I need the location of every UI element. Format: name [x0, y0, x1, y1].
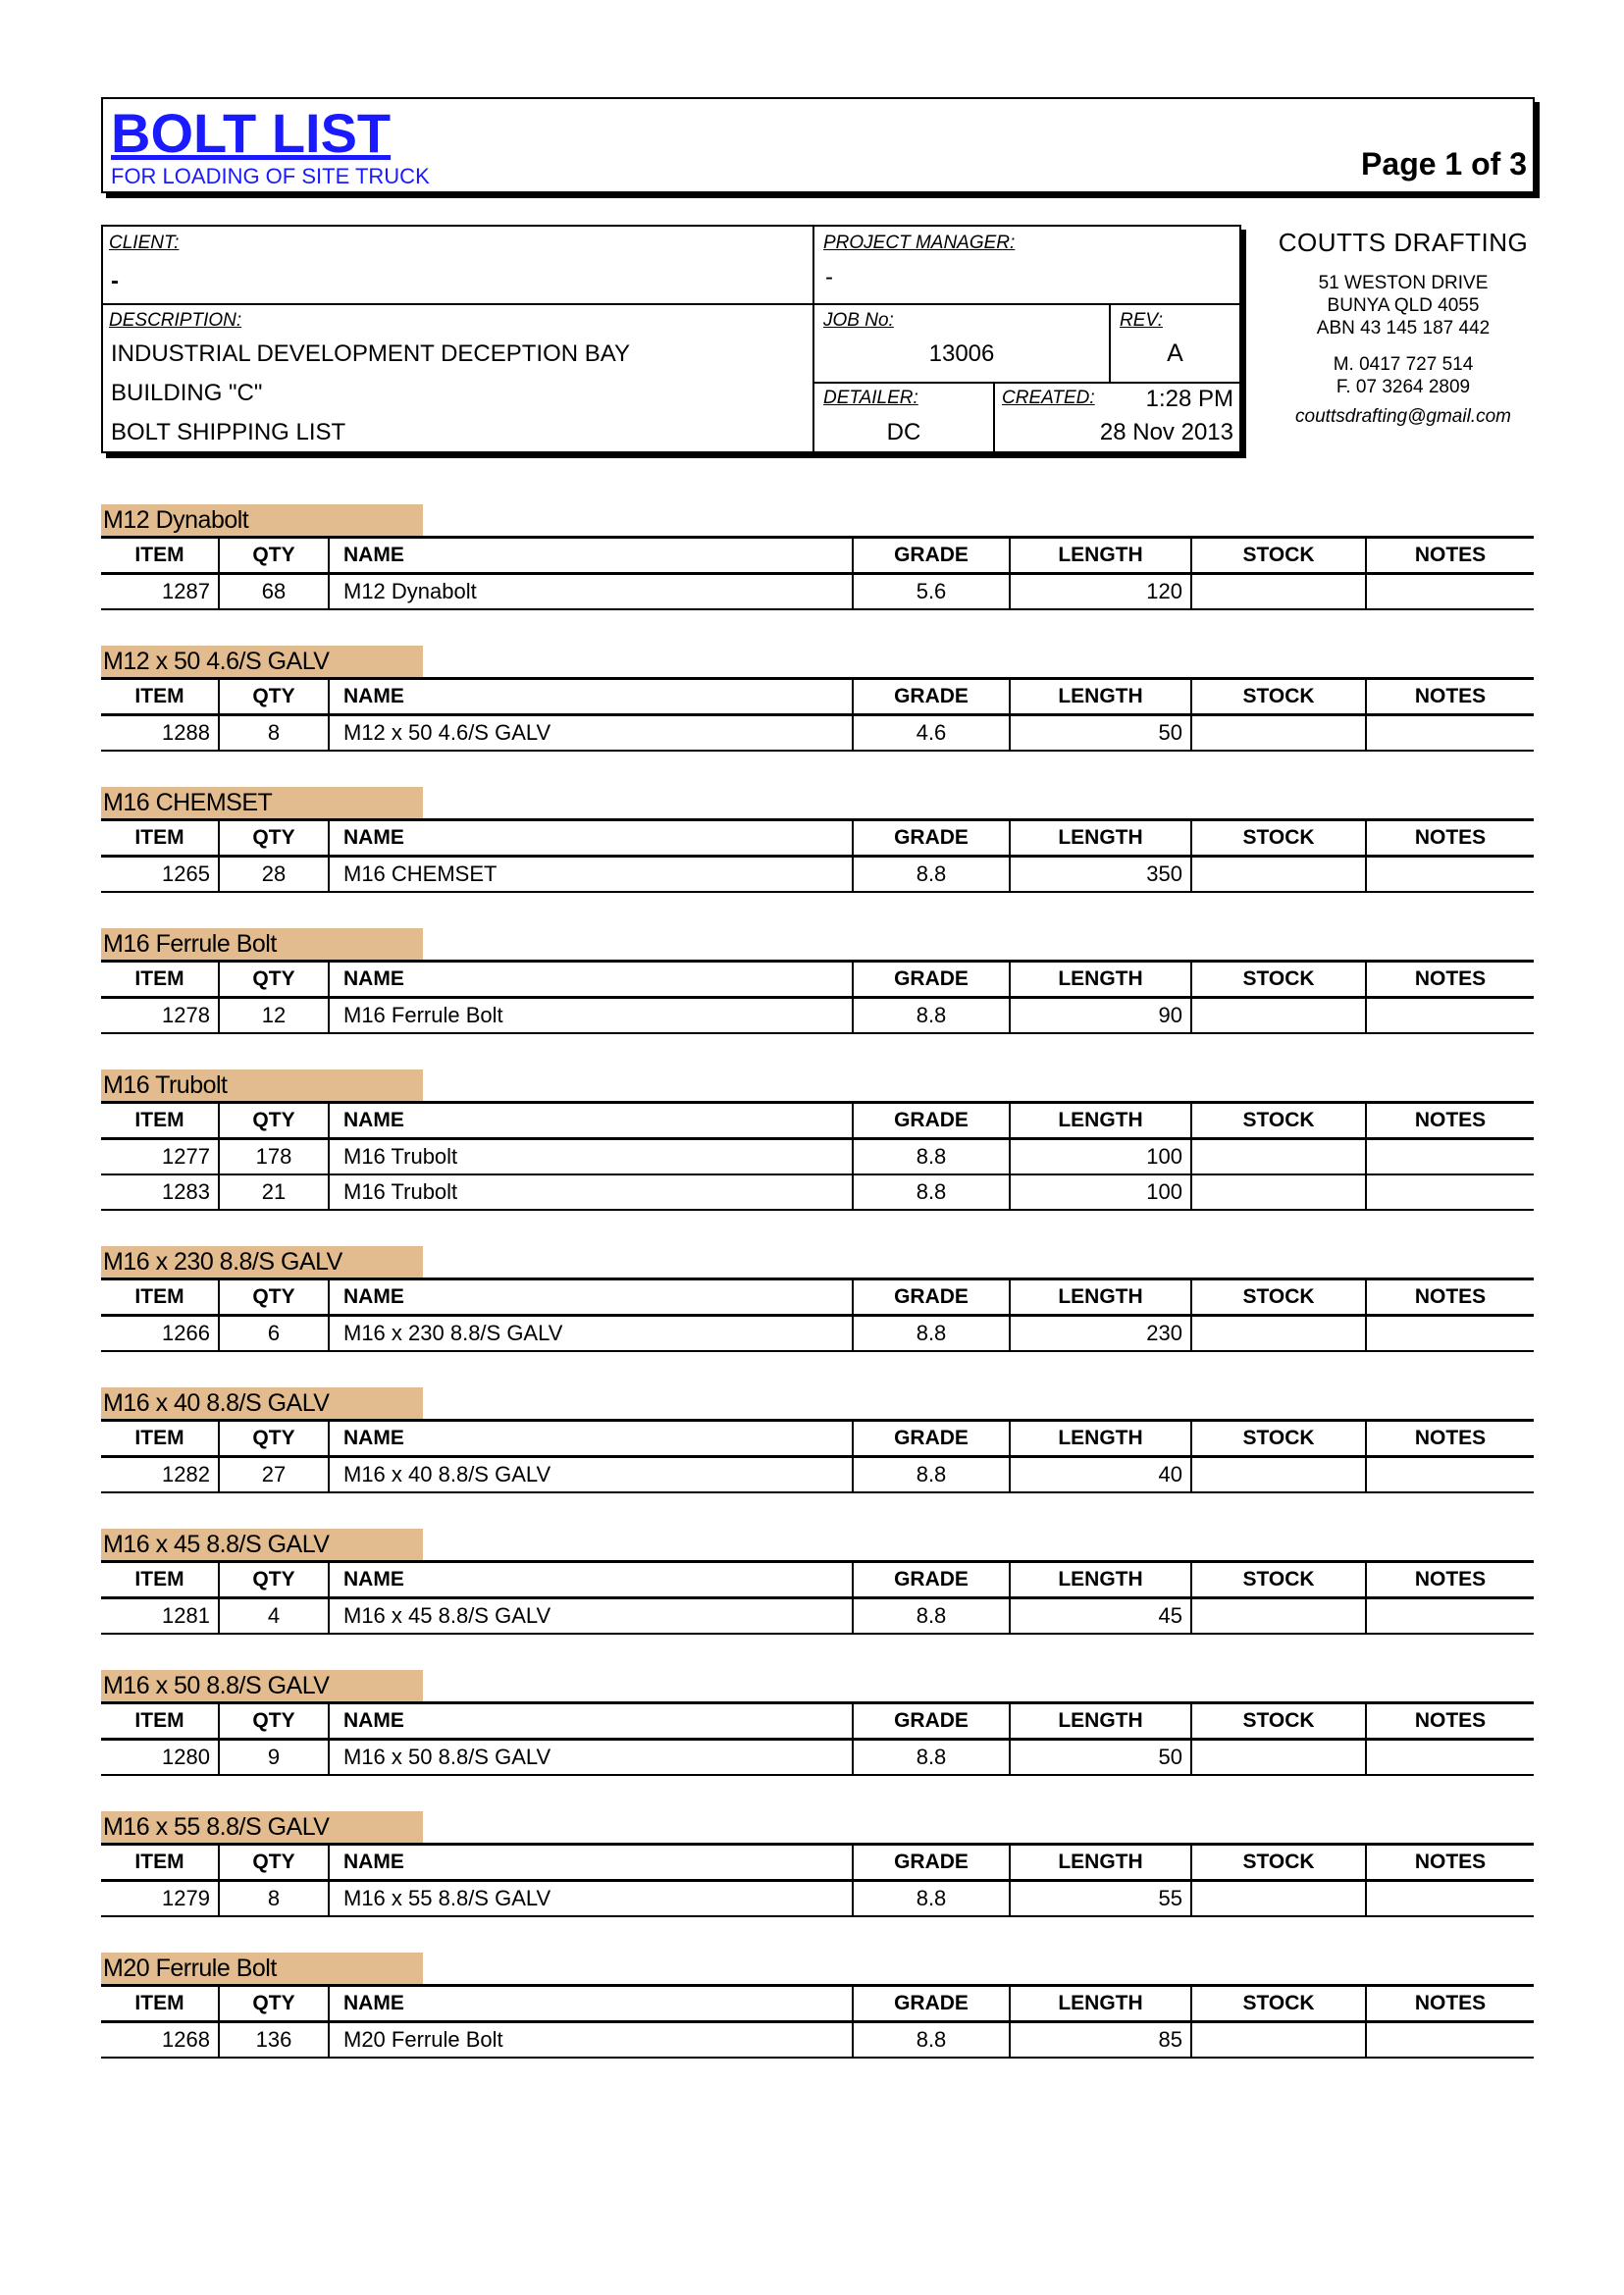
column-header-grade: GRADE: [853, 820, 1010, 857]
column-header-grade: GRADE: [853, 679, 1010, 715]
column-header-item: ITEM: [101, 1103, 219, 1139]
cell-stock: [1191, 1740, 1366, 1776]
cell-grade: 8.8: [853, 2022, 1010, 2059]
table-row: [101, 2022, 1534, 2059]
table-header-row: [101, 1703, 1534, 1740]
description-label: DESCRIPTION:: [109, 310, 242, 331]
table-row: [101, 574, 1534, 610]
document-title: BOLT LIST: [111, 102, 392, 164]
revision-value: A: [1167, 339, 1183, 367]
cell-qty: 27: [219, 1457, 329, 1493]
cell-length: 55: [1010, 1881, 1191, 1917]
column-header-grade: GRADE: [853, 1703, 1010, 1740]
column-header-qty: QTY: [219, 1703, 329, 1740]
detailer-value: DC: [886, 419, 921, 445]
column-header-name: NAME: [329, 538, 853, 574]
column-header-name: NAME: [329, 1279, 853, 1316]
description-line-2: BUILDING "C": [111, 380, 263, 406]
cell-grade: 8.8: [853, 1316, 1010, 1352]
cell-notes: [1366, 857, 1534, 893]
section-title: M12 Dynabolt: [101, 504, 423, 536]
bolt-section: [101, 928, 1534, 1034]
column-header-notes: NOTES: [1366, 1279, 1534, 1316]
cell-name: M20 Ferrule Bolt: [329, 2022, 853, 2059]
bolt-table: [101, 1419, 1534, 1493]
cell-length: 50: [1010, 1740, 1191, 1776]
column-header-qty: QTY: [219, 820, 329, 857]
cell-length: 90: [1010, 998, 1191, 1034]
column-header-grade: GRADE: [853, 1845, 1010, 1881]
cell-item: 1265: [101, 857, 219, 893]
bolt-section: [101, 1529, 1534, 1635]
cell-stock: [1191, 574, 1366, 610]
cell-length: 100: [1010, 1174, 1191, 1210]
cell-stock: [1191, 857, 1366, 893]
column-header-length: LENGTH: [1010, 1986, 1191, 2022]
cell-stock: [1191, 1174, 1366, 1210]
column-header-length: LENGTH: [1010, 1845, 1191, 1881]
table-header-row: [101, 1279, 1534, 1316]
table-row: [101, 998, 1534, 1034]
cell-name: M16 Trubolt: [329, 1139, 853, 1175]
cell-length: 350: [1010, 857, 1191, 893]
divider: [812, 382, 1239, 384]
cell-stock: [1191, 2022, 1366, 2059]
cell-name: M16 x 50 8.8/S GALV: [329, 1740, 853, 1776]
cell-name: M16 CHEMSET: [329, 857, 853, 893]
cell-stock: [1191, 998, 1366, 1034]
cell-notes: [1366, 1316, 1534, 1352]
cell-item: 1283: [101, 1174, 219, 1210]
column-header-qty: QTY: [219, 1279, 329, 1316]
bolt-section: [101, 1069, 1534, 1211]
bolt-table: [101, 1843, 1534, 1917]
column-header-length: LENGTH: [1010, 820, 1191, 857]
column-header-notes: NOTES: [1366, 820, 1534, 857]
cell-name: M16 x 230 8.8/S GALV: [329, 1316, 853, 1352]
column-header-stock: STOCK: [1191, 1703, 1366, 1740]
project-manager-label: PROJECT MANAGER:: [823, 233, 1016, 253]
cell-qty: 9: [219, 1740, 329, 1776]
section-title: M20 Ferrule Bolt: [101, 1953, 423, 1984]
column-header-item: ITEM: [101, 1421, 219, 1457]
cell-name: M16 Trubolt: [329, 1174, 853, 1210]
created-label: CREATED:: [1002, 388, 1095, 408]
table-row: [101, 857, 1534, 893]
column-header-stock: STOCK: [1191, 962, 1366, 998]
company-name: COUTTS DRAFTING: [1278, 228, 1529, 257]
table-row: [101, 1316, 1534, 1352]
created-time: 1:28 PM: [1145, 386, 1233, 412]
cell-qty: 4: [219, 1598, 329, 1635]
cell-item: 1278: [101, 998, 219, 1034]
column-header-grade: GRADE: [853, 1103, 1010, 1139]
company-address-1: 51 WESTON DRIVE: [1318, 273, 1489, 293]
bolt-section: [101, 1246, 1534, 1352]
column-header-stock: STOCK: [1191, 1103, 1366, 1139]
cell-item: 1281: [101, 1598, 219, 1635]
divider: [812, 227, 814, 451]
column-header-notes: NOTES: [1366, 1703, 1534, 1740]
column-header-length: LENGTH: [1010, 1279, 1191, 1316]
cell-notes: [1366, 715, 1534, 752]
column-header-qty: QTY: [219, 1845, 329, 1881]
bolt-table: [101, 960, 1534, 1034]
table-row: [101, 1740, 1534, 1776]
revision-label: REV:: [1120, 310, 1164, 331]
cell-qty: 12: [219, 998, 329, 1034]
column-header-notes: NOTES: [1366, 538, 1534, 574]
column-header-stock: STOCK: [1191, 1986, 1366, 2022]
cell-notes: [1366, 2022, 1534, 2059]
bolt-table: [101, 1984, 1534, 2059]
column-header-name: NAME: [329, 1986, 853, 2022]
cell-item: 1277: [101, 1139, 219, 1175]
company-address-2: BUNYA QLD 4055: [1327, 295, 1480, 316]
table-row: [101, 1139, 1534, 1175]
column-header-name: NAME: [329, 1703, 853, 1740]
column-header-qty: QTY: [219, 679, 329, 715]
column-header-item: ITEM: [101, 1986, 219, 2022]
table-row: [101, 715, 1534, 752]
column-header-item: ITEM: [101, 1279, 219, 1316]
cell-notes: [1366, 1740, 1534, 1776]
column-header-notes: NOTES: [1366, 1421, 1534, 1457]
bolt-section: [101, 787, 1534, 893]
cell-stock: [1191, 1139, 1366, 1175]
cell-item: 1266: [101, 1316, 219, 1352]
cell-grade: 8.8: [853, 1457, 1010, 1493]
bolt-section: [101, 1953, 1534, 2059]
cell-qty: 8: [219, 715, 329, 752]
cell-grade: 4.6: [853, 715, 1010, 752]
column-header-length: LENGTH: [1010, 1703, 1191, 1740]
cell-item: 1287: [101, 574, 219, 610]
column-header-qty: QTY: [219, 1421, 329, 1457]
cell-grade: 8.8: [853, 1881, 1010, 1917]
column-header-name: NAME: [329, 1421, 853, 1457]
column-header-notes: NOTES: [1366, 679, 1534, 715]
column-header-name: NAME: [329, 962, 853, 998]
column-header-length: LENGTH: [1010, 1421, 1191, 1457]
company-email: couttsdrafting@gmail.com: [1295, 406, 1511, 427]
project-manager-value: -: [825, 264, 833, 290]
section-title: M16 Trubolt: [101, 1069, 423, 1101]
cell-grade: 8.8: [853, 1598, 1010, 1635]
page-number: Page 1 of 3: [1361, 146, 1527, 182]
cell-item: 1288: [101, 715, 219, 752]
column-header-length: LENGTH: [1010, 962, 1191, 998]
cell-name: M16 Ferrule Bolt: [329, 998, 853, 1034]
section-title: M16 x 40 8.8/S GALV: [101, 1387, 423, 1419]
bolt-table: [101, 1560, 1534, 1635]
description-line-1: INDUSTRIAL DEVELOPMENT DECEPTION BAY: [111, 340, 630, 367]
cell-stock: [1191, 1881, 1366, 1917]
section-title: M16 x 45 8.8/S GALV: [101, 1529, 423, 1560]
table-header-row: [101, 1986, 1534, 2022]
created-date: 28 Nov 2013: [1099, 419, 1233, 445]
cell-length: 100: [1010, 1139, 1191, 1175]
cell-qty: 28: [219, 857, 329, 893]
bolt-table: [101, 536, 1534, 610]
section-title: M16 x 50 8.8/S GALV: [101, 1670, 423, 1701]
company-block: [1246, 228, 1560, 428]
column-header-name: NAME: [329, 679, 853, 715]
bolt-section: [101, 1811, 1534, 1917]
column-header-notes: NOTES: [1366, 1986, 1534, 2022]
bolt-table: [101, 1278, 1534, 1352]
cell-qty: 21: [219, 1174, 329, 1210]
cell-notes: [1366, 1139, 1534, 1175]
divider: [103, 303, 1239, 305]
column-header-stock: STOCK: [1191, 1845, 1366, 1881]
section-title: M12 x 50 4.6/S GALV: [101, 646, 423, 677]
table-header-row: [101, 1421, 1534, 1457]
table-header-row: [101, 820, 1534, 857]
cell-stock: [1191, 1598, 1366, 1635]
cell-length: 45: [1010, 1598, 1191, 1635]
column-header-grade: GRADE: [853, 1279, 1010, 1316]
column-header-notes: NOTES: [1366, 962, 1534, 998]
table-row: [101, 1174, 1534, 1210]
table-header-row: [101, 1845, 1534, 1881]
cell-grade: 8.8: [853, 1174, 1010, 1210]
company-fax: F. 07 3264 2809: [1336, 377, 1471, 397]
column-header-length: LENGTH: [1010, 538, 1191, 574]
bolt-section: [101, 504, 1534, 610]
cell-stock: [1191, 715, 1366, 752]
cell-grade: 8.8: [853, 1139, 1010, 1175]
column-header-grade: GRADE: [853, 962, 1010, 998]
client-value: -: [111, 268, 119, 294]
bolt-table: [101, 818, 1534, 893]
table-row: [101, 1598, 1534, 1635]
column-header-qty: QTY: [219, 1986, 329, 2022]
cell-name: M12 Dynabolt: [329, 574, 853, 610]
table-row: [101, 1457, 1534, 1493]
cell-notes: [1366, 1174, 1534, 1210]
column-header-name: NAME: [329, 1103, 853, 1139]
column-header-length: LENGTH: [1010, 1562, 1191, 1598]
cell-item: 1268: [101, 2022, 219, 2059]
cell-length: 40: [1010, 1457, 1191, 1493]
column-header-length: LENGTH: [1010, 679, 1191, 715]
cell-qty: 136: [219, 2022, 329, 2059]
column-header-stock: STOCK: [1191, 1421, 1366, 1457]
cell-stock: [1191, 1457, 1366, 1493]
column-header-grade: GRADE: [853, 1986, 1010, 2022]
project-info-box: [101, 225, 1241, 453]
table-header-row: [101, 538, 1534, 574]
bolt-section: [101, 1387, 1534, 1493]
job-number-label: JOB No:: [823, 310, 894, 331]
cell-name: M12 x 50 4.6/S GALV: [329, 715, 853, 752]
column-header-stock: STOCK: [1191, 1562, 1366, 1598]
column-header-notes: NOTES: [1366, 1562, 1534, 1598]
column-header-qty: QTY: [219, 962, 329, 998]
bolt-table: [101, 677, 1534, 752]
column-header-notes: NOTES: [1366, 1103, 1534, 1139]
column-header-name: NAME: [329, 1562, 853, 1598]
cell-name: M16 x 55 8.8/S GALV: [329, 1881, 853, 1917]
table-header-row: [101, 1103, 1534, 1139]
cell-length: 50: [1010, 715, 1191, 752]
cell-grade: 5.6: [853, 574, 1010, 610]
cell-grade: 8.8: [853, 857, 1010, 893]
column-header-qty: QTY: [219, 538, 329, 574]
cell-stock: [1191, 1316, 1366, 1352]
column-header-item: ITEM: [101, 1845, 219, 1881]
cell-qty: 178: [219, 1139, 329, 1175]
section-title: M16 x 55 8.8/S GALV: [101, 1811, 423, 1843]
bolt-section: [101, 646, 1534, 752]
company-abn: ABN 43 145 187 442: [1316, 318, 1491, 339]
column-header-grade: GRADE: [853, 1562, 1010, 1598]
cell-notes: [1366, 574, 1534, 610]
cell-grade: 8.8: [853, 1740, 1010, 1776]
column-header-grade: GRADE: [853, 538, 1010, 574]
cell-qty: 8: [219, 1881, 329, 1917]
detailer-label: DETAILER:: [823, 388, 918, 408]
cell-notes: [1366, 998, 1534, 1034]
table-header-row: [101, 962, 1534, 998]
table-row: [101, 1881, 1534, 1917]
column-header-stock: STOCK: [1191, 820, 1366, 857]
cell-length: 85: [1010, 2022, 1191, 2059]
bolt-table: [101, 1701, 1534, 1776]
job-number-value: 13006: [928, 340, 995, 367]
cell-item: 1282: [101, 1457, 219, 1493]
cell-item: 1280: [101, 1740, 219, 1776]
cell-name: M16 x 40 8.8/S GALV: [329, 1457, 853, 1493]
column-header-qty: QTY: [219, 1562, 329, 1598]
section-title: M16 CHEMSET: [101, 787, 423, 818]
cell-length: 120: [1010, 574, 1191, 610]
cell-notes: [1366, 1457, 1534, 1493]
description-line-3: BOLT SHIPPING LIST: [111, 419, 346, 445]
cell-qty: 68: [219, 574, 329, 610]
column-header-name: NAME: [329, 1845, 853, 1881]
cell-item: 1279: [101, 1881, 219, 1917]
cell-notes: [1366, 1881, 1534, 1917]
column-header-item: ITEM: [101, 962, 219, 998]
cell-grade: 8.8: [853, 998, 1010, 1034]
column-header-stock: STOCK: [1191, 538, 1366, 574]
section-title: M16 Ferrule Bolt: [101, 928, 423, 960]
column-header-stock: STOCK: [1191, 679, 1366, 715]
column-header-item: ITEM: [101, 1703, 219, 1740]
cell-name: M16 x 45 8.8/S GALV: [329, 1598, 853, 1635]
bolt-section: [101, 1670, 1534, 1776]
column-header-stock: STOCK: [1191, 1279, 1366, 1316]
column-header-name: NAME: [329, 820, 853, 857]
column-header-grade: GRADE: [853, 1421, 1010, 1457]
column-header-qty: QTY: [219, 1103, 329, 1139]
column-header-item: ITEM: [101, 538, 219, 574]
column-header-item: ITEM: [101, 679, 219, 715]
divider: [993, 382, 995, 451]
column-header-length: LENGTH: [1010, 1103, 1191, 1139]
table-header-row: [101, 1562, 1534, 1598]
section-title: M16 x 230 8.8/S GALV: [101, 1246, 423, 1278]
title-box: [101, 97, 1535, 193]
bolt-table: [101, 1101, 1534, 1211]
column-header-item: ITEM: [101, 820, 219, 857]
cell-qty: 6: [219, 1316, 329, 1352]
document-subtitle: FOR LOADING OF SITE TRUCK: [111, 164, 430, 188]
cell-length: 230: [1010, 1316, 1191, 1352]
client-label: CLIENT:: [109, 233, 180, 253]
cell-notes: [1366, 1598, 1534, 1635]
column-header-notes: NOTES: [1366, 1845, 1534, 1881]
company-mobile: M. 0417 727 514: [1333, 354, 1474, 375]
table-header-row: [101, 679, 1534, 715]
column-header-item: ITEM: [101, 1562, 219, 1598]
